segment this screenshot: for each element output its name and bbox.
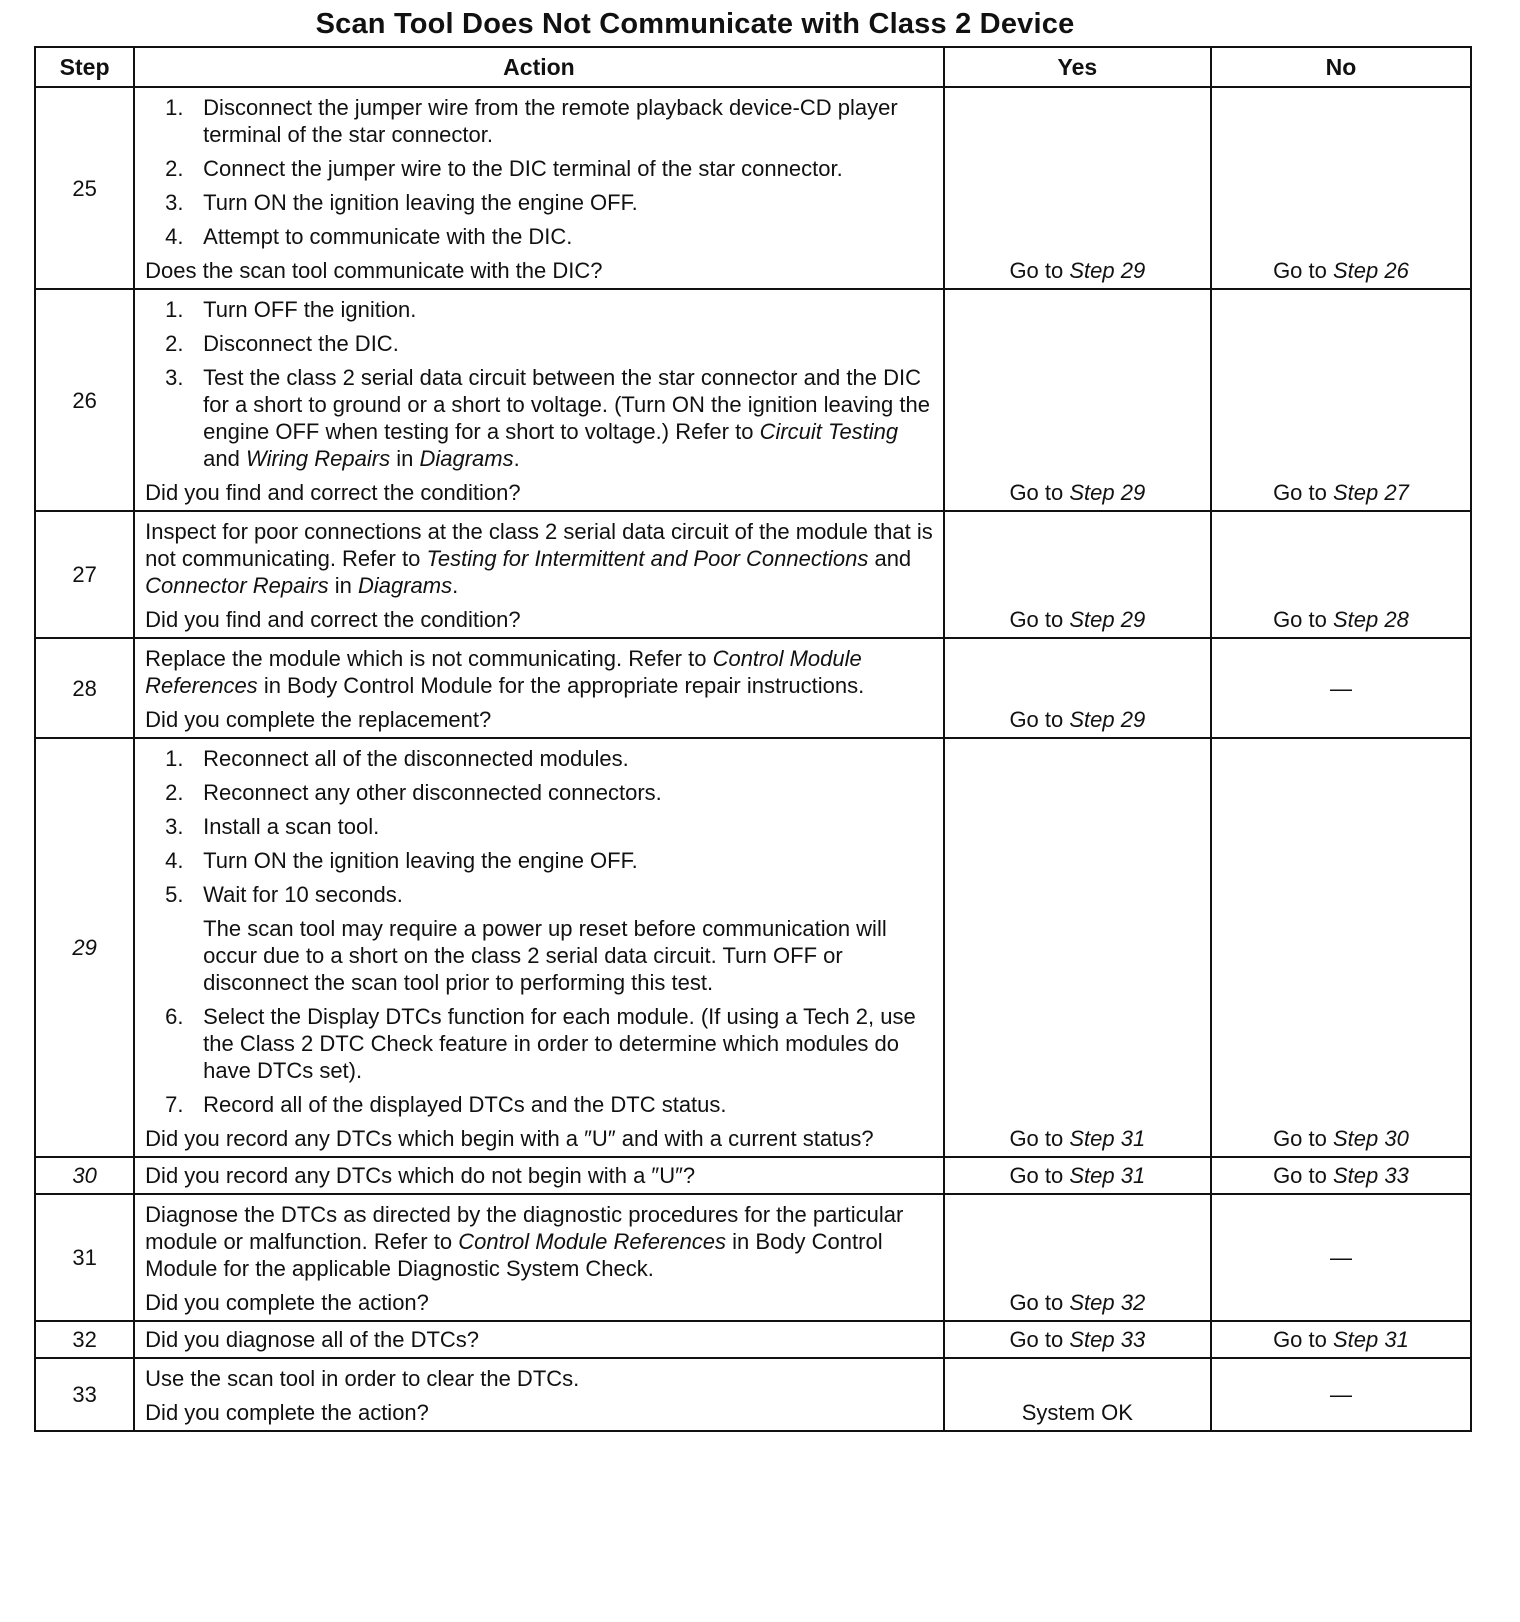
question-text: Did you complete the action? [145, 1290, 429, 1315]
action-cell [134, 511, 944, 638]
yes-result: Go to Step 33 [944, 1321, 1211, 1358]
instruction-text: Inspect for poor connections at the class 2 serial data circuit of the module that is not communicating. Refer to Testing for Intermittent and Poor Connections and Connector Repairs in Diagrams. [145, 519, 933, 598]
yes-result: Go to Step 29 [944, 511, 1211, 638]
list-item: 4. Attempt to communicate with the DIC. [165, 224, 573, 249]
step-number: 27 [35, 511, 134, 638]
list-item: 3. Turn ON the ignition leaving the engine OFF. [165, 190, 638, 215]
list-item: 6. Select the Display DTCs function for each module. (If using a Tech 2, use the Class 2 DTC Check feature in order to determine which modules do have DTCs set). [165, 1004, 916, 1083]
list-item: 5. Wait for 10 seconds. [165, 882, 403, 907]
instruction-text: Use the scan tool in order to clear the DTCs. [145, 1366, 580, 1391]
question-text: Did you complete the replacement? [145, 707, 492, 732]
action-cell [134, 1321, 944, 1358]
table-row [35, 1194, 1471, 1321]
no-result: Go to Step 33 [1211, 1157, 1471, 1194]
page-title: Scan Tool Does Not Communicate with Class 2 Device [315, 8, 1075, 40]
instruction-text: Diagnose the DTCs as directed by the diagnostic procedures for the particular module or malfunction. Refer to Control Module References in Body Control Module for the applicable Diagnostic System Check. [145, 1202, 904, 1281]
list-item: 7. Record all of the displayed DTCs and the DTC status. [165, 1092, 727, 1117]
list-item: 4. Turn ON the ignition leaving the engine OFF. [165, 848, 638, 873]
yes-result: Go to Step 31 [944, 1157, 1211, 1194]
diagnostic-table [34, 46, 1472, 1432]
action-cell [134, 1194, 944, 1321]
question-text: Did you diagnose all of the DTCs? [145, 1327, 480, 1352]
column-header-yes: Yes [944, 47, 1211, 87]
list-item: 2. Reconnect any other disconnected connectors. [165, 780, 662, 805]
no-result: Go to Step 30 [1211, 738, 1471, 1157]
yes-result: Go to Step 29 [944, 638, 1211, 738]
action-cell [134, 87, 944, 289]
yes-result: Go to Step 29 [944, 87, 1211, 289]
table-row [35, 1157, 1471, 1194]
question-text: Did you find and correct the condition? [145, 480, 521, 505]
column-header-no: No [1211, 47, 1471, 87]
yes-result: Go to Step 29 [944, 289, 1211, 511]
table-row [35, 1358, 1471, 1431]
yes-result: System OK [944, 1358, 1211, 1431]
action-cell [134, 738, 944, 1157]
table-row [35, 511, 1471, 638]
step-number: 29 [35, 738, 134, 1157]
yes-result: Go to Step 32 [944, 1194, 1211, 1321]
instruction-text: Replace the module which is not communicating. Refer to Control Module References in Body Control Module for the appropriate repair instructions. [145, 646, 865, 698]
action-cell [134, 289, 944, 511]
table-row [35, 289, 1471, 511]
step-number: 33 [35, 1358, 134, 1431]
list-item: 1. Reconnect all of the disconnected modules. [165, 746, 629, 771]
question-text: Did you complete the action? [145, 1400, 429, 1425]
action-cell [134, 638, 944, 738]
step-number: 25 [35, 87, 134, 289]
column-header-action: Action [134, 47, 944, 87]
no-result: Go to Step 28 [1211, 511, 1471, 638]
step-number: 26 [35, 289, 134, 511]
no-result: — [1211, 1194, 1471, 1321]
list-item: 3. Install a scan tool. [165, 814, 380, 839]
question-text: Did you record any DTCs which begin with a ″U″ and with a current status? [145, 1126, 874, 1151]
step-number: 30 [35, 1157, 134, 1194]
list-item: 2. Disconnect the DIC. [165, 331, 399, 356]
list-item: 2. Connect the jumper wire to the DIC terminal of the star connector. [165, 156, 843, 181]
action-cell [134, 1157, 944, 1194]
question-text: Did you find and correct the condition? [145, 607, 521, 632]
list-item: 3. Test the class 2 serial data circuit between the star connector and the DIC for a short to ground or a short to voltage. (Turn ON the ignition leaving the engine OFF when testing for a short to voltage.) Refer to Circuit Testing and Wiring Repairs in Diagrams. [165, 365, 930, 471]
list-note: The scan tool may require a power up reset before communication will occur due to a short on the class 2 serial data circuit. Turn OFF or disconnect the scan tool prior to performing this test. [203, 916, 887, 995]
no-result: Go to Step 27 [1211, 289, 1471, 511]
list-item: 1. Disconnect the jumper wire from the remote playback device-CD player terminal of the star connector. [165, 95, 898, 147]
question-text: Did you record any DTCs which do not begin with a ″U″? [145, 1163, 696, 1188]
table-row [35, 738, 1471, 1157]
list-item: 1. Turn OFF the ignition. [165, 297, 417, 322]
table-row [35, 638, 1471, 738]
column-header-step: Step [35, 47, 134, 87]
action-cell [134, 1358, 944, 1431]
no-result: Go to Step 26 [1211, 87, 1471, 289]
table-row [35, 1321, 1471, 1358]
no-result: — [1211, 1358, 1471, 1431]
step-number: 31 [35, 1194, 134, 1321]
step-number: 32 [35, 1321, 134, 1358]
yes-result: Go to Step 31 [944, 738, 1211, 1157]
step-number: 28 [35, 638, 134, 738]
table-row [35, 87, 1471, 289]
question-text: Does the scan tool communicate with the DIC? [145, 258, 603, 283]
table-header-row [35, 47, 1471, 87]
no-result: Go to Step 31 [1211, 1321, 1471, 1358]
no-result: — [1211, 638, 1471, 738]
